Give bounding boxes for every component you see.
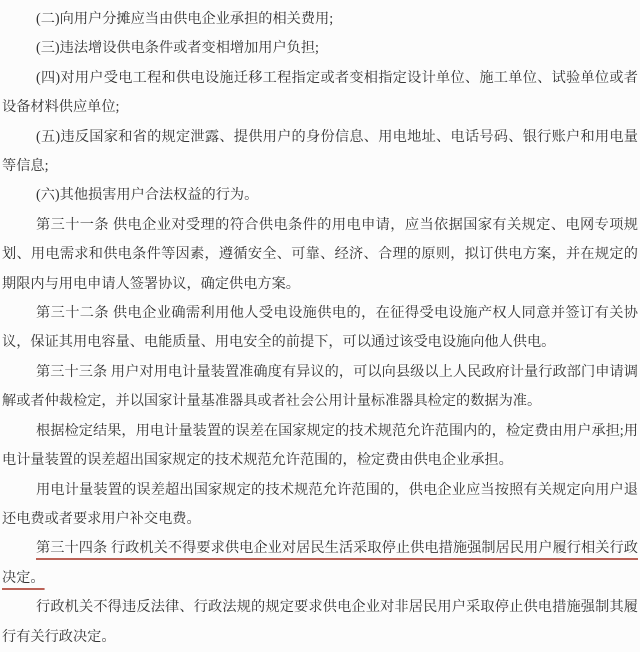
article-34-paragraph-2: 行政机关不得违反法律、行政法规的规定要求供电企业对非居民用户采取停止供电措施强制其履行有关行政决定。 (2, 599, 638, 645)
article-31-paragraph: 第三十一条 供电企业对受理的符合供电条件的用电申请，应当依据国家有关规定、电网专项规划、用电需求和供电条件等因素，遵循安全、可靠、经济、合理的原则，拟订供电方案，并在规定的期限内与用电申请人签署协议，确定供电方案。 (2, 216, 638, 292)
clause-item-3: (三)违法增设供电条件或者变相增加用户负担; (36, 40, 319, 57)
article-34-paragraph: 第三十四条 行政机关不得要求供电企业对居民生活采取停止供电措施强制居民用户履行相关行政决定。 (2, 540, 638, 586)
article-33-paragraph-2: 根据检定结果，用电计量装置的误差在国家规定的技术规范允许范围内的，检定费由用户承担;用电计量装置的误差超出国家规定的技术规范允许范围的，检定费由供电企业承担。 (2, 422, 638, 469)
clause-item-6: (六)其他损害用户合法权益的行为。 (36, 187, 259, 204)
article-32-paragraph: 第三十二条 供电企业确需利用他人受电设施供电的，在征得受电设施产权人同意并签订有关协议，保证其用电容量、电能质量、用电安全的前提下，可以通过该受电设施向他人供电。 (2, 305, 638, 351)
clause-item-5: (五)违反国家和省的规定泄露、提供用户的身份信息、用电地址、电话号码、银行账户和用电量等信息; (2, 128, 638, 175)
clause-item-4: (四)对用户受电工程和供电设施迁移工程指定或者变相指定设计单位、施工单位、试验单位或者设备材料供应单位; (2, 69, 638, 116)
clause-item-2: (二)向用户分摊应当由供电企业承担的相关费用; (36, 11, 334, 27)
article-33-paragraph-3: 用电计量装置的误差超出国家规定的技术规范允许范围的，供电企业应当按照有关规定向用户退还电费或者要求用户补交电费。 (2, 481, 638, 527)
article-33-paragraph: 第三十三条 用户对用电计量装置准确度有异议的，可以向县级以上人民政府计量行政部门申请调解或者仲裁检定，并以国家计量基准器具或者社会公用计量标准器具检定的数据为准。 (2, 363, 638, 410)
